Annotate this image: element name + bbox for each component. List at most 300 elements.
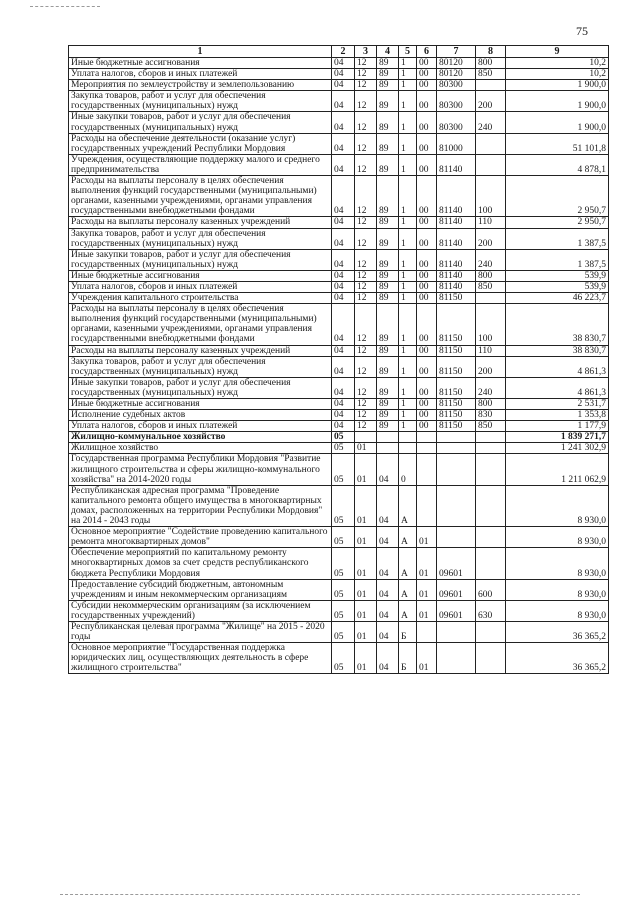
expense-type-cell: 600: [476, 579, 506, 600]
scan-artifact-bottom: [60, 894, 580, 895]
subprogram-code-cell: 1: [399, 410, 417, 421]
direction-code-cell: 81150: [437, 421, 476, 432]
table-row: [69, 421, 609, 432]
amount-cell: 1 387,5: [506, 228, 609, 249]
table-row: [69, 281, 609, 292]
expense-type-cell: 850: [476, 281, 506, 292]
event-code-cell: 00: [417, 154, 437, 175]
subsection-code-cell: 12: [355, 69, 377, 80]
subsection-code-cell: 12: [355, 304, 377, 345]
subsection-code-cell: 12: [355, 91, 377, 112]
amount-cell: 8 930,0: [506, 579, 609, 600]
header-cell: 1: [69, 46, 332, 58]
subsection-code-cell: 12: [355, 58, 377, 69]
subprogram-code-cell: 1: [399, 249, 417, 270]
direction-code-cell: 09601: [437, 579, 476, 600]
event-code-cell: 00: [417, 270, 437, 281]
subsection-code-cell: 12: [355, 377, 377, 398]
program-code-cell: 04: [377, 579, 399, 600]
event-code-cell: 01: [417, 600, 437, 621]
subsection-code-cell: 01: [355, 643, 377, 674]
item-name-cell: Расходы на выплаты персоналу казенных учреждений: [69, 345, 332, 356]
direction-code-cell: [437, 443, 476, 454]
program-code-cell: 89: [377, 356, 399, 377]
event-code-cell: 00: [417, 91, 437, 112]
subprogram-code-cell: А: [399, 527, 417, 548]
section-code-cell: 04: [332, 80, 355, 91]
direction-code-cell: 80120: [437, 58, 476, 69]
subprogram-code-cell: [399, 432, 417, 443]
expense-type-cell: [476, 527, 506, 548]
direction-code-cell: 09601: [437, 548, 476, 579]
expense-type-cell: 200: [476, 356, 506, 377]
section-code-cell: 05: [332, 643, 355, 674]
program-code-cell: 89: [377, 80, 399, 91]
program-code-cell: 89: [377, 249, 399, 270]
expense-type-cell: 200: [476, 91, 506, 112]
header-cell: 8: [476, 46, 506, 58]
item-name-cell: Уплата налогов, сборов и иных платежей: [69, 281, 332, 292]
subprogram-code-cell: 1: [399, 377, 417, 398]
expense-type-cell: 110: [476, 217, 506, 228]
table-row: [69, 69, 609, 80]
amount-cell: 51 101,8: [506, 133, 609, 154]
direction-code-cell: 80300: [437, 91, 476, 112]
subsection-code-cell: 01: [355, 579, 377, 600]
subsection-code-cell: 01: [355, 621, 377, 642]
amount-cell: 36 365,2: [506, 621, 609, 642]
table-row: [69, 548, 609, 579]
subsection-code-cell: 01: [355, 527, 377, 548]
section-code-cell: 04: [332, 112, 355, 133]
event-code-cell: 01: [417, 548, 437, 579]
direction-code-cell: 80300: [437, 112, 476, 133]
subsection-code-cell: [355, 432, 377, 443]
header-cell: 7: [437, 46, 476, 58]
table-row: [69, 621, 609, 642]
subsection-code-cell: 12: [355, 228, 377, 249]
expense-type-cell: 240: [476, 112, 506, 133]
subprogram-code-cell: [399, 443, 417, 454]
direction-code-cell: 81150: [437, 304, 476, 345]
header-cell: 2: [332, 46, 355, 58]
direction-code-cell: [437, 454, 476, 485]
section-code-cell: 04: [332, 228, 355, 249]
program-code-cell: 89: [377, 377, 399, 398]
amount-cell: 8 930,0: [506, 527, 609, 548]
section-code-cell: 04: [332, 377, 355, 398]
event-code-cell: 00: [417, 69, 437, 80]
item-name-cell: Учреждения, осуществляющие поддержку малого и среднего предпринимательства: [69, 154, 332, 175]
program-code-cell: 89: [377, 91, 399, 112]
expense-type-cell: 850: [476, 69, 506, 80]
subsection-code-cell: 01: [355, 600, 377, 621]
amount-cell: 8 930,0: [506, 548, 609, 579]
subprogram-code-cell: 1: [399, 228, 417, 249]
table-row: [69, 304, 609, 345]
subprogram-code-cell: 1: [399, 293, 417, 304]
subprogram-code-cell: 1: [399, 69, 417, 80]
expense-type-cell: [476, 133, 506, 154]
program-code-cell: 04: [377, 643, 399, 674]
expense-type-cell: 830: [476, 410, 506, 421]
direction-code-cell: 81150: [437, 293, 476, 304]
section-code-cell: 04: [332, 270, 355, 281]
table-row: [69, 377, 609, 398]
subsection-code-cell: 01: [355, 548, 377, 579]
page-number: 75: [576, 24, 588, 38]
event-code-cell: 00: [417, 410, 437, 421]
subprogram-code-cell: Б: [399, 643, 417, 674]
amount-cell: 1 241 302,9: [506, 443, 609, 454]
event-code-cell: 00: [417, 377, 437, 398]
program-code-cell: 04: [377, 454, 399, 485]
program-code-cell: [377, 443, 399, 454]
event-code-cell: 00: [417, 345, 437, 356]
direction-code-cell: 81150: [437, 377, 476, 398]
item-name-cell: Иные закупки товаров, работ и услуг для обеспечения государственных (муниципальных) нужд: [69, 112, 332, 133]
amount-cell: 38 830,7: [506, 304, 609, 345]
event-code-cell: [417, 443, 437, 454]
subprogram-code-cell: А: [399, 485, 417, 526]
program-code-cell: 89: [377, 399, 399, 410]
amount-cell: 2 950,7: [506, 176, 609, 217]
amount-cell: 1 900,0: [506, 91, 609, 112]
item-name-cell: Основное мероприятие "Государственная поддержка юридических лиц, осуществляющих деятельность в сфере жилищного строительства": [69, 643, 332, 674]
event-code-cell: 00: [417, 281, 437, 292]
section-code-cell: 04: [332, 249, 355, 270]
amount-cell: 1 900,0: [506, 80, 609, 91]
table-row: [69, 600, 609, 621]
expense-type-cell: 800: [476, 270, 506, 281]
amount-cell: 1 177,9: [506, 421, 609, 432]
section-code-cell: 04: [332, 293, 355, 304]
item-name-cell: Расходы на выплаты персоналу в целях обеспечения выполнения функций государственными (муниципальными) органами, казенными учреждениями, органами управления государственными внебюджетными фондами: [69, 304, 332, 345]
subprogram-code-cell: 1: [399, 112, 417, 133]
program-code-cell: 04: [377, 548, 399, 579]
table-row: [69, 80, 609, 91]
expense-type-cell: 850: [476, 421, 506, 432]
item-name-cell: Субсидии некоммерческим организациям (за исключением государственных учреждений): [69, 600, 332, 621]
table-row: [69, 58, 609, 69]
amount-cell: 1 900,0: [506, 112, 609, 133]
budget-table: [68, 45, 609, 674]
program-code-cell: 04: [377, 485, 399, 526]
section-code-cell: 04: [332, 356, 355, 377]
item-name-cell: Расходы на обеспечение деятельности (оказание услуг) государственных учреждений Республики Мордовия: [69, 133, 332, 154]
direction-code-cell: 80120: [437, 69, 476, 80]
amount-cell: 2 950,7: [506, 217, 609, 228]
event-code-cell: 00: [417, 133, 437, 154]
item-name-cell: Иные закупки товаров, работ и услуг для обеспечения государственных (муниципальных) нужд: [69, 249, 332, 270]
subsection-code-cell: 01: [355, 454, 377, 485]
event-code-cell: 01: [417, 527, 437, 548]
direction-code-cell: 81000: [437, 133, 476, 154]
expense-type-cell: 800: [476, 399, 506, 410]
event-code-cell: [417, 432, 437, 443]
item-name-cell: Основное мероприятие "Содействие проведению капитального ремонта многоквартирных домов": [69, 527, 332, 548]
item-name-cell: Иные бюджетные ассигнования: [69, 399, 332, 410]
subsection-code-cell: 12: [355, 356, 377, 377]
section-code-cell: 04: [332, 304, 355, 345]
event-code-cell: 00: [417, 304, 437, 345]
item-name-cell: Расходы на выплаты персоналу казенных учреждений: [69, 217, 332, 228]
program-code-cell: [377, 432, 399, 443]
amount-cell: 1 353,8: [506, 410, 609, 421]
subsection-code-cell: 01: [355, 485, 377, 526]
program-code-cell: 89: [377, 217, 399, 228]
header-cell: 3: [355, 46, 377, 58]
table-row: [69, 399, 609, 410]
program-code-cell: 89: [377, 176, 399, 217]
expense-type-cell: 100: [476, 176, 506, 217]
section-code-cell: 04: [332, 421, 355, 432]
table-row: [69, 228, 609, 249]
direction-code-cell: [437, 527, 476, 548]
direction-code-cell: 81150: [437, 399, 476, 410]
expense-type-cell: 240: [476, 249, 506, 270]
table-row: [69, 133, 609, 154]
amount-cell: 2 531,7: [506, 399, 609, 410]
event-code-cell: 00: [417, 356, 437, 377]
table-row: [69, 270, 609, 281]
section-code-cell: 04: [332, 154, 355, 175]
table-row: [69, 293, 609, 304]
item-name-cell: Уплата налогов, сборов и иных платежей: [69, 421, 332, 432]
direction-code-cell: [437, 643, 476, 674]
table-row: [69, 154, 609, 175]
subprogram-code-cell: 1: [399, 133, 417, 154]
program-code-cell: 89: [377, 154, 399, 175]
direction-code-cell: [437, 485, 476, 526]
section-code-cell: 05: [332, 485, 355, 526]
section-code-cell: 05: [332, 443, 355, 454]
table-row: [69, 527, 609, 548]
item-name-cell: Закупка товаров, работ и услуг для обеспечения государственных (муниципальных) нужд: [69, 228, 332, 249]
section-code-cell: 05: [332, 579, 355, 600]
event-code-cell: 00: [417, 217, 437, 228]
event-code-cell: 00: [417, 80, 437, 91]
table-row: [69, 91, 609, 112]
subprogram-code-cell: 0: [399, 454, 417, 485]
item-name-cell: Жилищно-коммунальное хозяйство: [69, 432, 332, 443]
subsection-code-cell: 12: [355, 217, 377, 228]
table-row: [69, 454, 609, 485]
table-row: [69, 176, 609, 217]
event-code-cell: 00: [417, 421, 437, 432]
event-code-cell: [417, 485, 437, 526]
subsection-code-cell: 12: [355, 80, 377, 91]
amount-cell: 1 211 062,9: [506, 454, 609, 485]
subprogram-code-cell: 1: [399, 80, 417, 91]
expense-type-cell: 800: [476, 58, 506, 69]
subprogram-code-cell: 1: [399, 281, 417, 292]
scan-artifact-top: [30, 6, 100, 7]
program-code-cell: 89: [377, 410, 399, 421]
direction-code-cell: 81140: [437, 249, 476, 270]
subsection-code-cell: 12: [355, 176, 377, 217]
event-code-cell: [417, 621, 437, 642]
table-row: [69, 443, 609, 454]
event-code-cell: 00: [417, 399, 437, 410]
expense-type-cell: [476, 643, 506, 674]
amount-cell: 4 878,1: [506, 154, 609, 175]
item-name-cell: Предоставление субсидий бюджетным, автономным учреждениям и иным некоммерческим организациям: [69, 579, 332, 600]
expense-type-cell: [476, 154, 506, 175]
table-row: [69, 410, 609, 421]
expense-type-cell: 110: [476, 345, 506, 356]
direction-code-cell: 81140: [437, 270, 476, 281]
direction-code-cell: 09601: [437, 600, 476, 621]
expense-type-cell: 100: [476, 304, 506, 345]
section-code-cell: 05: [332, 454, 355, 485]
subprogram-code-cell: А: [399, 548, 417, 579]
amount-cell: 4 861,3: [506, 356, 609, 377]
direction-code-cell: 81140: [437, 217, 476, 228]
subsection-code-cell: 12: [355, 421, 377, 432]
subprogram-code-cell: 1: [399, 176, 417, 217]
expense-type-cell: 240: [476, 377, 506, 398]
item-name-cell: Обеспечение мероприятий по капитальному ремонту многоквартирных домов за счет средств республиканского бюджета Республики Мордовия: [69, 548, 332, 579]
subsection-code-cell: 12: [355, 112, 377, 133]
subsection-code-cell: 12: [355, 293, 377, 304]
amount-cell: 10,2: [506, 58, 609, 69]
expense-type-cell: [476, 548, 506, 579]
section-code-cell: 04: [332, 399, 355, 410]
expense-type-cell: [476, 80, 506, 91]
subprogram-code-cell: 1: [399, 217, 417, 228]
subprogram-code-cell: 1: [399, 58, 417, 69]
subsection-code-cell: 12: [355, 249, 377, 270]
item-name-cell: Республиканская целевая программа "Жилище" на 2015 - 2020 годы: [69, 621, 332, 642]
subprogram-code-cell: 1: [399, 270, 417, 281]
subsection-code-cell: 12: [355, 399, 377, 410]
expense-type-cell: [476, 432, 506, 443]
amount-cell: 46 223,7: [506, 293, 609, 304]
subprogram-code-cell: 1: [399, 356, 417, 377]
table-row: [69, 112, 609, 133]
section-code-cell: 05: [332, 600, 355, 621]
program-code-cell: 89: [377, 304, 399, 345]
program-code-cell: 89: [377, 112, 399, 133]
subprogram-code-cell: 1: [399, 304, 417, 345]
direction-code-cell: 81150: [437, 410, 476, 421]
amount-cell: 539,9: [506, 281, 609, 292]
expense-type-cell: [476, 293, 506, 304]
subprogram-code-cell: Б: [399, 621, 417, 642]
event-code-cell: 00: [417, 228, 437, 249]
amount-cell: 539,9: [506, 270, 609, 281]
item-name-cell: Уплата налогов, сборов и иных платежей: [69, 69, 332, 80]
header-cell: 5: [399, 46, 417, 58]
section-code-cell: 05: [332, 432, 355, 443]
section-code-cell: 04: [332, 281, 355, 292]
subsection-code-cell: 12: [355, 133, 377, 154]
item-name-cell: Государственная программа Республики Мордовия "Развитие жилищного строительства и сферы жилищно-коммунального хозяйства" на 2014-2020 годы: [69, 454, 332, 485]
table-row: [69, 356, 609, 377]
subsection-code-cell: 12: [355, 410, 377, 421]
expense-type-cell: 200: [476, 228, 506, 249]
direction-code-cell: 80300: [437, 80, 476, 91]
table-row: [69, 485, 609, 526]
section-code-cell: 05: [332, 548, 355, 579]
amount-cell: 1 387,5: [506, 249, 609, 270]
expense-type-cell: [476, 621, 506, 642]
section-code-cell: 04: [332, 176, 355, 217]
event-code-cell: 00: [417, 112, 437, 133]
table-row: [69, 432, 609, 443]
subprogram-code-cell: 1: [399, 91, 417, 112]
item-name-cell: Закупка товаров, работ и услуг для обеспечения государственных (муниципальных) нужд: [69, 91, 332, 112]
subsection-code-cell: 12: [355, 345, 377, 356]
item-name-cell: Расходы на выплаты персоналу в целях обеспечения выполнения функций государственными (муниципальными) органами, казенными учреждениями, органами управления государственными внебюджетными фондами: [69, 176, 332, 217]
program-code-cell: 04: [377, 527, 399, 548]
direction-code-cell: 81140: [437, 176, 476, 217]
subprogram-code-cell: А: [399, 600, 417, 621]
expense-type-cell: 630: [476, 600, 506, 621]
amount-cell: 10,2: [506, 69, 609, 80]
subprogram-code-cell: А: [399, 579, 417, 600]
event-code-cell: [417, 454, 437, 485]
item-name-cell: Иные бюджетные ассигнования: [69, 58, 332, 69]
program-code-cell: 89: [377, 270, 399, 281]
item-name-cell: Исполнение судебных актов: [69, 410, 332, 421]
direction-code-cell: [437, 621, 476, 642]
direction-code-cell: 81140: [437, 228, 476, 249]
program-code-cell: 89: [377, 421, 399, 432]
program-code-cell: 89: [377, 293, 399, 304]
event-code-cell: 00: [417, 58, 437, 69]
amount-cell: 1 839 271,7: [506, 432, 609, 443]
section-code-cell: 04: [332, 91, 355, 112]
section-code-cell: 04: [332, 410, 355, 421]
amount-cell: 36 365,2: [506, 643, 609, 674]
direction-code-cell: [437, 432, 476, 443]
item-name-cell: Иные бюджетные ассигнования: [69, 270, 332, 281]
direction-code-cell: 81150: [437, 345, 476, 356]
event-code-cell: 00: [417, 176, 437, 217]
subsection-code-cell: 12: [355, 270, 377, 281]
subsection-code-cell: 12: [355, 154, 377, 175]
event-code-cell: 00: [417, 293, 437, 304]
subprogram-code-cell: 1: [399, 399, 417, 410]
amount-cell: 38 830,7: [506, 345, 609, 356]
item-name-cell: Закупка товаров, работ и услуг для обеспечения государственных (муниципальных) нужд: [69, 356, 332, 377]
item-name-cell: Учреждения капитального строительства: [69, 293, 332, 304]
program-code-cell: 89: [377, 69, 399, 80]
expense-type-cell: [476, 454, 506, 485]
header-cell: 6: [417, 46, 437, 58]
section-code-cell: 05: [332, 621, 355, 642]
program-code-cell: 89: [377, 228, 399, 249]
direction-code-cell: 81140: [437, 154, 476, 175]
table-row: [69, 345, 609, 356]
section-code-cell: 04: [332, 217, 355, 228]
expense-type-cell: [476, 485, 506, 526]
expense-type-cell: [476, 443, 506, 454]
amount-cell: 4 861,3: [506, 377, 609, 398]
program-code-cell: 89: [377, 345, 399, 356]
item-name-cell: Мероприятия по землеустройству и землепользованию: [69, 80, 332, 91]
amount-cell: 8 930,0: [506, 600, 609, 621]
item-name-cell: Республиканская адресная программа "Проведение капитального ремонта общего имущества в многоквартирных домах, расположенных на территории Республики Мордовия" на 2014 - 2043 годы: [69, 485, 332, 526]
subprogram-code-cell: 1: [399, 421, 417, 432]
event-code-cell: 01: [417, 579, 437, 600]
event-code-cell: 00: [417, 249, 437, 270]
header-cell: 9: [506, 46, 609, 58]
table-row: [69, 643, 609, 674]
section-code-cell: 04: [332, 345, 355, 356]
